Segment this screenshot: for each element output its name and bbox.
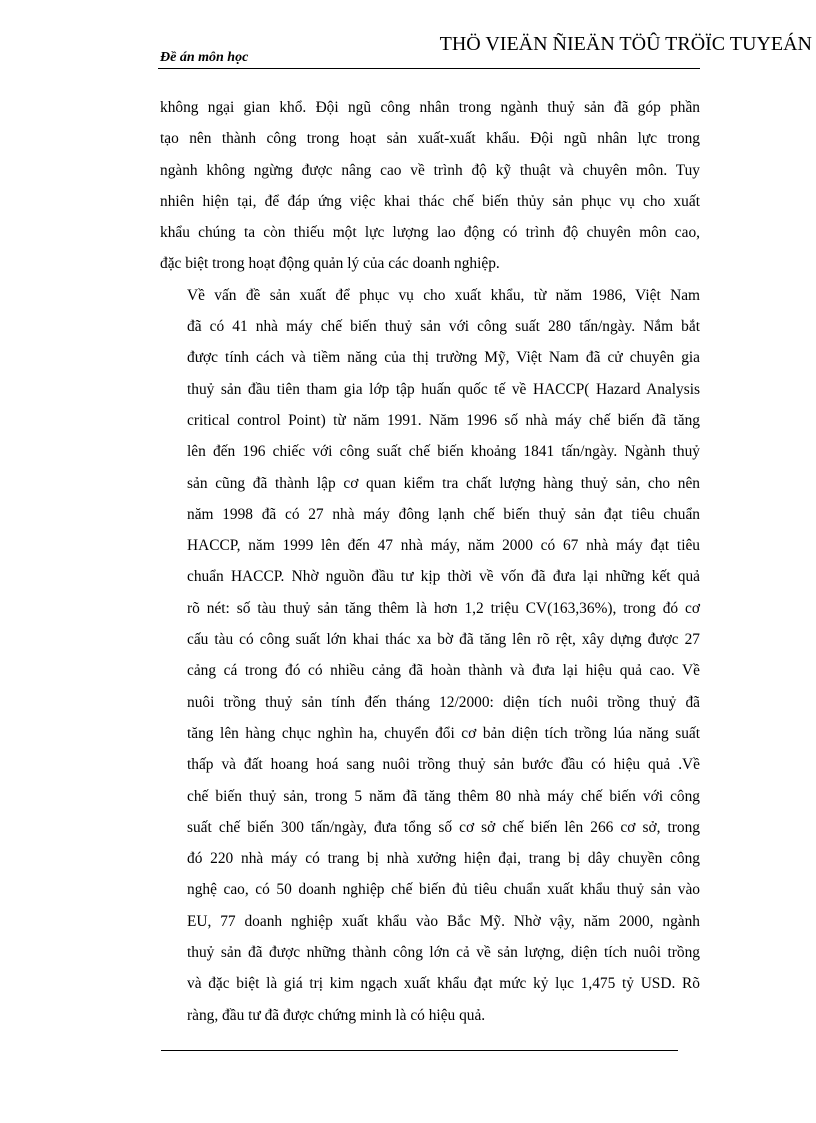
text-line: critical control Point) từ năm 1991. Năm 1996 số nhà máy chế biến đã tăng <box>187 411 700 429</box>
text-line: nuôi trồng thuỷ sản tính đến tháng 12/2000: diện tích nuôi trồng thuỷ đã <box>187 693 700 711</box>
text-line: khẩu chúng ta còn thiếu một lực lượng lao động có trình độ chuyên môn cao, <box>160 224 700 242</box>
text-line: sản cũng đã thành lập cơ quan kiểm tra chất lượng hàng thuỷ sản, cho nên <box>187 474 700 492</box>
text-line: rõ nét: số tàu thuỷ sản tăng thêm là hơn 1,2 triệu CV(163,36%), trong đó cơ <box>187 599 700 617</box>
text-line: cấu tàu có công suất lớn khai thác xa bờ đã tăng lên rõ rệt, xây dựng được 27 <box>187 631 700 649</box>
text-line: chế biến thuỷ sản, trong 5 năm đã tăng thêm 80 nhà máy chế biến với công <box>187 787 700 805</box>
header-left-title: Đề án môn học <box>160 50 249 65</box>
text-line: thuỷ sản đầu tiên tham gia lớp tập huấn quốc tế về HACCP( Hazard Analysis <box>187 380 700 398</box>
text-line: suất chế biến 300 tấn/ngày, đưa tổng số cơ sở chế biến lên 266 cơ sở, trong <box>187 818 700 836</box>
text-line: ràng, đầu tư đã được chứng minh là có hiệu quả. <box>187 1006 486 1024</box>
document-body <box>160 92 700 1031</box>
text-line: HACCP, năm 1999 lên đến 47 nhà máy, năm 2000 có 67 nhà máy đạt tiêu <box>187 537 700 555</box>
text-line: năm 1998 đã có 27 nhà máy đông lạnh chế biến thuỷ sản đạt tiêu chuẩn <box>187 505 700 523</box>
header-right-title: THÖ VIEÄN ÑIEÄN TÖÛ TRÖÏC TUYEÁN <box>439 33 812 55</box>
header-divider <box>158 68 700 69</box>
text-line: đó 220 nhà máy có trang bị nhà xưởng hiện đại, trang bị dây chuyền công <box>187 850 700 868</box>
text-line: ngành không ngừng được nâng cao về trình độ kỹ thuật và chuyên môn. Tuy <box>160 161 700 179</box>
footer-divider <box>161 1050 678 1051</box>
text-line: thấp và đất hoang hoá sang nuôi trồng thuỷ sản bước đầu có hiệu quả .Về <box>187 756 700 774</box>
text-line: và đặc biệt là giá trị kim ngạch xuất khẩu đạt mức kỷ lục 1,475 tỷ USD. Rõ <box>187 975 700 993</box>
text-line: được tính cách và tiềm năng của thị trường Mỹ, Việt Nam đã cử chuyên gia <box>187 349 700 367</box>
text-line: chuẩn HACCP. Nhờ nguồn đầu tư kịp thời về vốn đã đưa lại những kết quả <box>187 568 700 586</box>
text-line: tạo nên thành công trong hoạt sản xuất-xuất khẩu. Đội ngũ nhân lực trong <box>160 130 700 148</box>
text-line: Về vấn đề sản xuất để phục vụ cho xuất khẩu, từ năm 1986, Việt Nam <box>187 286 700 304</box>
text-line: đặc biệt trong hoạt động quản lý của các doanh nghiệp. <box>160 255 500 273</box>
text-line: tăng lên hàng chục nghìn ha, chuyển đổi cơ bản diện tích trồng lúa năng suất <box>187 724 700 742</box>
text-line: nghệ cao, có 50 doanh nghiệp chế biến đủ tiêu chuẩn xuất khẩu thuỷ sản vào <box>187 881 700 899</box>
text-line: EU, 77 doanh nghiệp xuất khẩu vào Bắc Mỹ. Nhờ vậy, năm 2000, ngành <box>187 912 700 930</box>
paragraph <box>160 280 700 1031</box>
text-line: nhiên hiện tại, để đáp ứng việc khai thác chế biến thủy sản phục vụ cho xuất <box>160 192 700 210</box>
text-line: không ngại gian khổ. Đội ngũ công nhân trong ngành thuỷ sản đã góp phần <box>160 99 700 116</box>
paragraph <box>160 92 700 280</box>
text-line: thuỷ sản đã được những thành công lớn cả về sản lượng, diện tích nuôi trồng <box>187 944 700 962</box>
text-line: cảng cá trong đó có nhiều cảng đã hoàn thành và đưa lại hiệu quả cao. Về <box>187 662 700 680</box>
text-line: lên đến 196 chiếc với công suất chế biến khoảng 1841 tấn/ngày. Ngành thuỷ <box>187 443 700 461</box>
text-line: đã có 41 nhà máy chế biến thuỷ sản với công suất 280 tấn/ngày. Nắm bắt <box>187 318 700 336</box>
